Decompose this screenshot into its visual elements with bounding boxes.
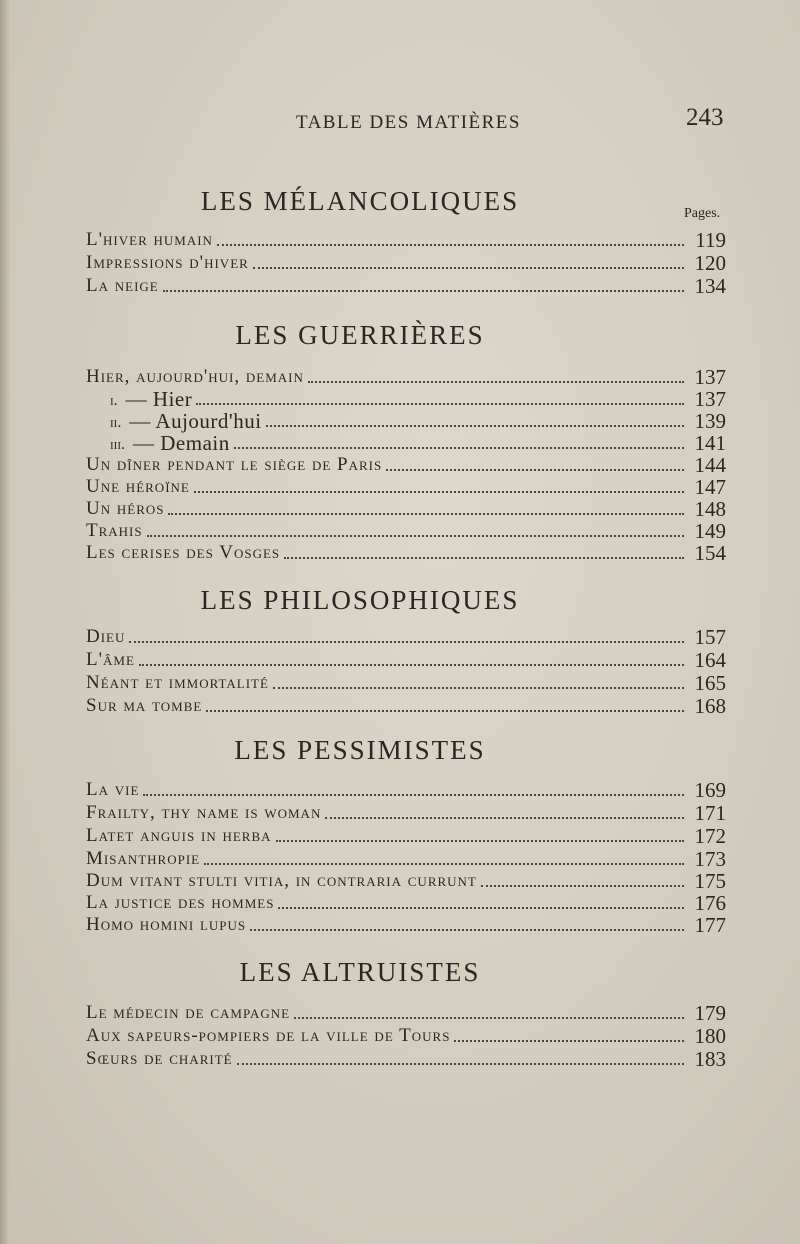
entry-title: Latet anguis in herba [86, 825, 272, 846]
toc-entry[interactable] [86, 626, 726, 648]
entry-title: L'hiver humain [86, 229, 213, 250]
entry-title: Sœurs de charité [86, 1048, 233, 1069]
section-title: LES GUERRIÈRES [235, 320, 485, 350]
entry-page: 154 [694, 541, 726, 565]
toc-entry[interactable] [86, 252, 726, 274]
toc-subentry[interactable] [110, 432, 726, 454]
toc-subentry[interactable] [110, 410, 726, 432]
entry-page: 147 [694, 475, 726, 499]
entry-page: 137 [694, 365, 726, 389]
pages-column-label: Pages. [684, 206, 721, 221]
entry-page: 119 [695, 228, 726, 252]
dot-leader [237, 1063, 684, 1065]
entry-title: Hier, aujourd'hui, demain [86, 366, 304, 387]
entry-title: Frailty, thy name is woman [86, 802, 322, 823]
entry-title: Les cerises des Vosges [86, 542, 281, 563]
dot-leader [250, 929, 684, 931]
entry-page: 164 [694, 648, 726, 672]
toc-entry[interactable] [86, 275, 726, 297]
toc-entry[interactable] [86, 892, 726, 914]
toc-entry[interactable] [86, 672, 726, 694]
dot-leader [325, 817, 684, 819]
dot-leader [217, 244, 684, 246]
dot-leader [234, 447, 684, 449]
dot-leader [163, 290, 684, 292]
entry-title: Impressions d'hiver [86, 252, 249, 273]
entry-page: 179 [694, 1001, 726, 1025]
entry-page: 165 [694, 671, 726, 695]
entry-title: Trahis [86, 520, 143, 541]
dot-leader [129, 641, 684, 643]
section-title: LES PESSIMISTES [234, 735, 486, 765]
entry-page: 120 [694, 251, 726, 275]
entry-roman-numeral: i. [110, 392, 118, 409]
entry-page: 141 [694, 431, 726, 455]
dot-leader [147, 535, 684, 537]
toc-entry[interactable] [86, 1025, 726, 1047]
entry-title: Misanthropie [86, 848, 201, 869]
dot-leader [278, 907, 684, 909]
entry-title: Un héros [86, 498, 165, 519]
entry-page: 169 [694, 778, 726, 802]
dot-leader [253, 267, 684, 269]
entry-page: 171 [694, 801, 726, 825]
toc-entry[interactable] [86, 366, 726, 388]
toc-entry[interactable] [86, 649, 726, 671]
toc-entry[interactable] [86, 1002, 726, 1024]
toc-entry[interactable] [86, 520, 726, 542]
dot-leader [386, 469, 684, 471]
toc-entry[interactable] [86, 542, 726, 564]
toc-entry[interactable] [86, 498, 726, 520]
toc-entry[interactable] [86, 914, 726, 936]
entry-page: 148 [694, 497, 726, 521]
entry-page: 180 [694, 1024, 726, 1048]
entry-title: Un dîner pendant le siège de Paris [86, 454, 383, 475]
entry-page: 176 [694, 891, 726, 915]
entry-page: 168 [694, 694, 726, 718]
entry-title: Dieu [86, 626, 126, 647]
dot-leader [143, 794, 684, 796]
entry-page: 173 [694, 847, 726, 871]
entry-title: Homo homini lupus [86, 914, 247, 935]
entry-title: — Demain [133, 431, 230, 455]
toc-entry[interactable] [86, 779, 726, 801]
toc-entry[interactable] [86, 476, 726, 498]
entry-title: Sur ma tombe [86, 695, 203, 716]
entry-page: 183 [694, 1047, 726, 1071]
dot-leader [204, 863, 684, 865]
entry-title: — Hier [125, 387, 193, 411]
entry-page: 175 [694, 869, 726, 893]
dot-leader [168, 513, 684, 515]
entry-title: Aux sapeurs-pompiers de la ville de Tours [86, 1025, 451, 1046]
toc-entry[interactable] [86, 229, 726, 251]
entry-title: Néant et immortalité [86, 672, 269, 693]
toc-entry[interactable] [86, 870, 726, 892]
dot-leader [276, 840, 684, 842]
dot-leader [139, 664, 684, 666]
toc-entry[interactable] [86, 454, 726, 476]
dot-leader [308, 381, 684, 383]
dot-leader [481, 885, 684, 887]
entry-title: L'âme [86, 649, 135, 670]
entry-roman-numeral: iii. [110, 436, 125, 453]
entry-roman-numeral: ii. [110, 414, 122, 431]
toc-subentry[interactable] [110, 388, 726, 410]
entry-title: La justice des hommes [86, 892, 275, 913]
entry-title: Une héroïne [86, 476, 190, 497]
dot-leader [196, 403, 684, 405]
dot-leader [284, 557, 684, 559]
entry-page: 137 [694, 387, 726, 411]
dot-leader [454, 1040, 684, 1042]
entry-page: 144 [694, 453, 726, 477]
section-title: LES PHILOSOPHIQUES [200, 585, 520, 615]
toc-entry[interactable] [86, 1048, 726, 1070]
dot-leader [273, 687, 684, 689]
toc-entry[interactable] [86, 695, 726, 717]
dot-leader [294, 1017, 684, 1019]
page-number: 243 [686, 104, 724, 131]
section-title: LES ALTRUISTES [239, 957, 481, 987]
entry-title: Dum vitant stulti vitia, in contraria currunt [86, 870, 477, 891]
entry-page: 134 [694, 274, 726, 298]
entry-page: 157 [694, 625, 726, 649]
entry-page: 149 [694, 519, 726, 543]
entry-title: — Aujourd'hui [129, 409, 262, 433]
entry-page: 177 [694, 913, 726, 937]
toc-entry[interactable] [86, 802, 726, 824]
running-head [0, 104, 800, 140]
toc-entry[interactable] [86, 848, 726, 870]
dot-leader [194, 491, 684, 493]
entry-title: La neige [86, 275, 159, 296]
entry-page: 172 [694, 824, 726, 848]
toc-entry[interactable] [86, 825, 726, 847]
entry-title: La vie [86, 779, 140, 800]
dot-leader [206, 710, 684, 712]
section-title: LES MÉLANCOLIQUES [200, 186, 520, 216]
dot-leader [266, 425, 684, 427]
running-title: TABLE DES MATIÈRES [296, 112, 521, 133]
entry-title: Le médecin de campagne [86, 1002, 291, 1023]
entry-page: 139 [694, 409, 726, 433]
